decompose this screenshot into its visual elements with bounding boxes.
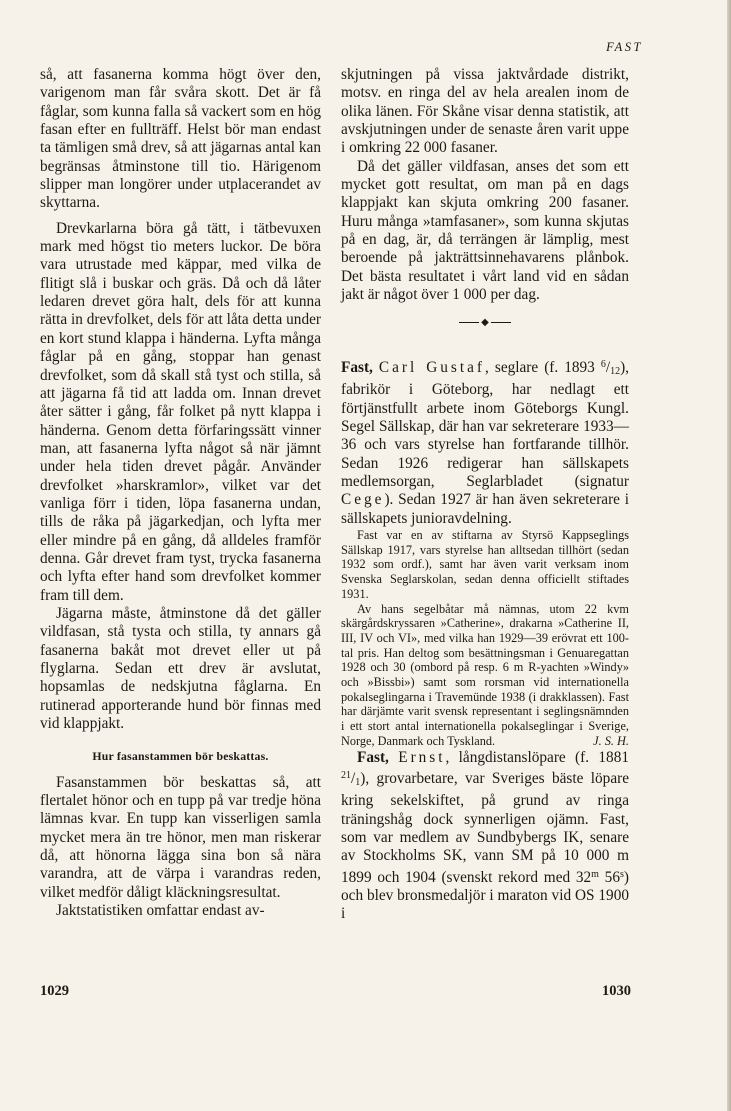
page-number-left: 1029: [40, 983, 69, 999]
paragraph: så, att fasanerna komma högt över den, varigenom man får svåra skott. Det är få fåglar, som kunna falla så vackert som en hög fasan efter en fullträff. Helst bör man endast ta tämligen små drev, så att jägarnas antal kan begränsas åtminstone till tio. Härigenom slipper man longörer under utplacerandet av skyttarna.: [40, 66, 321, 212]
section-subheading: Hur fasanstammen bör beskattas.: [92, 749, 269, 764]
entry-ernst-fast: Fast, Ernst, långdistanslöpare (f. 1881 $^{21}/_1$), grovarbetare, var Sveriges bäste löpare kring sekelskiftet, på grund av ringa träningshåg dock synnerligen ojämn. Fast, som var medlem av Sundbybergs IK, senare av Stockholms SK, vann SM på 10 000 m 1899 och 1904 (svenskt rekord med 32$^m$ 56$^s$) och blev bronsmedaljör i maraton vid OS 1900 i: [341, 748, 630, 923]
running-head: FAST: [606, 40, 643, 54]
left-column: [40, 66, 321, 920]
page-edge: [727, 0, 731, 1111]
date-numerator: 21: [341, 769, 351, 781]
divider-rule: [459, 322, 479, 323]
small-print-block: [341, 528, 629, 749]
entry-text: 56: [598, 868, 620, 886]
diamond-ornament-icon: ◆: [481, 316, 489, 328]
entry-carl-gustaf-fast: Fast, Carl Gustaf, seglare (f. 1893 $^6/_{12}$), fabrikör i Göteborg, har nedlagt ett förtjänstfullt arbete inom Göteborgs Kungl. Segel Sällskap, där han var sekreterare 1933—36 och vars styrelse han fortfarande tillhör. Sedan 1926 redigerar han sällskapets medlemsorgan, Seglarbladet (signatur Cege). Sedan 1927 är han även sekreterare i sällskapets junioravdelning.: [341, 358, 629, 527]
section-divider: [341, 312, 629, 331]
time-unit-minutes: m: [591, 868, 599, 880]
entry-text: ) och blev bronsmedaljör i maraton vid OS 1900 i: [341, 868, 629, 923]
paragraph: Jaktstatistiken omfattar endast av-: [56, 902, 265, 920]
entry-headword: Fast,: [357, 748, 389, 766]
author-initials: J. S. H.: [593, 733, 629, 748]
paragraph: Drevkarlarna böra gå tätt, i tätbevuxen mark med högst tio meters luckor. De böra vara utrustade med käppar, med vilka de flitigt slå i buskar och gräs. Då och då låter ledaren drevet göra halt, dels för att kunna rätta in drevfolket, dels för att låta detta under en kort stund klappa i händerna. Lyfta många fåglar på en gång, stoppar han genast drevfolket, som då skall stå tyst och stilla, så att jägarna få tid att ladda om. Innan drevet åter sätter i gång, får folket på nytt klappa i händerna. Genom detta förfaringssätt vinner man, att fasanerna lyfta något så när jämnt under hela tiden drevet pågår. Använder drevfolket »harskramlor», vilket var det vanliga förr i tiden, löpa fasanerna undan, tills de råka på jägarkedjan, och lyfta mer eller mindre på en gång, då alldeles framför denna. Går drevet fram tyst, trycka fasanerna och lyfta efter hand som drevfolket kommer fram till dem.: [40, 219, 321, 604]
date-denominator: 1: [355, 776, 361, 788]
time-unit-seconds: s: [619, 868, 624, 880]
small-paragraph: Av hans segelbåtar må nämnas, utom 22 kvm skärgårdskryssaren »Catherine», drakarna »Catherine II, III, IV och VI», med vilka han 1929—39 erövrat ett 100-tal pris. Han deltog som besättningsman i Genuaregattan 1928 och 30 (ombord på resp. 6 m R-yachten »Windy» och »Bissbi») samt som rorsman vid internationella pokalseglingarna i Travemünde 1938 (i drakklassen). Fast har därjämte varit svensk representant i seglingsnämnden i ett stort antal internationella pokalseglingar i Sverige, Norge, Danmark och Tyskland.: [341, 601, 629, 748]
entry-text: ), fabrikör i Göteborg, har nedlagt ett förtjänstfullt arbete inom Göteborgs Kungl. Segel Sällskap, där han var sekreterare 1933—36 och vars styrelse han fortfarande tillhör. Sedan 1926 redigerar han sällskapets medlemsorgan, Seglarbladet (signatur: [341, 358, 629, 490]
entry-text: , seglare (f. 1893: [485, 358, 601, 376]
date-numerator: 6: [600, 358, 606, 370]
date-denominator: 12: [610, 365, 621, 377]
right-column: [341, 66, 629, 924]
entry-name: Carl Gustaf: [378, 358, 486, 376]
paragraph: Då det gäller vildfasan, anses det som ett mycket gott resultat, om man på en dags klappjakt kan skjuta omkring 200 fasaner. Huru många »tamfasaner», som kunna skjutas på en dag, är, då terrängen är lämplig, mest beroende på jakträttsinnehavarens plånbok. Det bästa resultatet i vårt land vid en sådan jakt är något över 1 000 per dag.: [341, 157, 629, 304]
paragraph: Jägarna måste, åtminstone då det gäller vildfasan, stå tysta och stilla, ty annars gå fasanerna bakåt mot drevet eller ut på flyglarna. Sedan ett drev är avslutat, hopsamlas de nedskjutna fåglarna. En rutinerad apporterande hund bör finnas med vid klappjakt.: [40, 604, 321, 733]
paragraph: skjutningen på vissa jaktvårdade distrikt, motsv. en ringa del av hela arealen inom de olika länen. För Skåne visar denna statistik, att avskjutningen under de senaste åren varit uppe i omkring 22 000 fasaner.: [341, 66, 629, 157]
entry-name: Ernst: [398, 748, 446, 766]
paragraph: Fasanstammen bör beskattas så, att flertalet hönor och en tupp på var tredje höna lämnas kvar. En tupp kan visserligen samla mycket mera än tre hönor, men man riskerar då, att hönorna lägga sina bon så nära varandra, att de värpa i varandras reden, vilket medför dåligt kläckningsresultat.: [40, 773, 321, 901]
divider-rule: [491, 322, 511, 323]
entry-text: ). Sedan 1927 är han även sekreterare i sällskapets junioravdelning.: [341, 491, 629, 527]
page-number-right: 1030: [602, 983, 631, 999]
entry-text: ), grovarbetare, var Sveriges bäste löpare kring sekelskiftet, på grund av ringa träningshåg dock synnerligen ojämn. Fast, som var medlem av Sundbybergs IK, senare av Stockholms SK, vann SM på 10 000 m 1899 och 1904 (svenskt rekord med 32: [341, 769, 629, 886]
signature-name: Cege: [341, 491, 385, 509]
entry-headword: Fast,: [341, 358, 373, 376]
small-paragraph: Fast var en av stiftarna av Styrsö Kappseglings Sällskap 1917, vars styrelse han alltsedan tillhört (sedan 1932 som ordf.), samt har även varit verksam inom Svenska Seglarskolan, sedan denna officiellt stiftades 1931.: [341, 527, 629, 601]
entry-text: , långdistanslöpare (f. 1881: [445, 748, 630, 766]
